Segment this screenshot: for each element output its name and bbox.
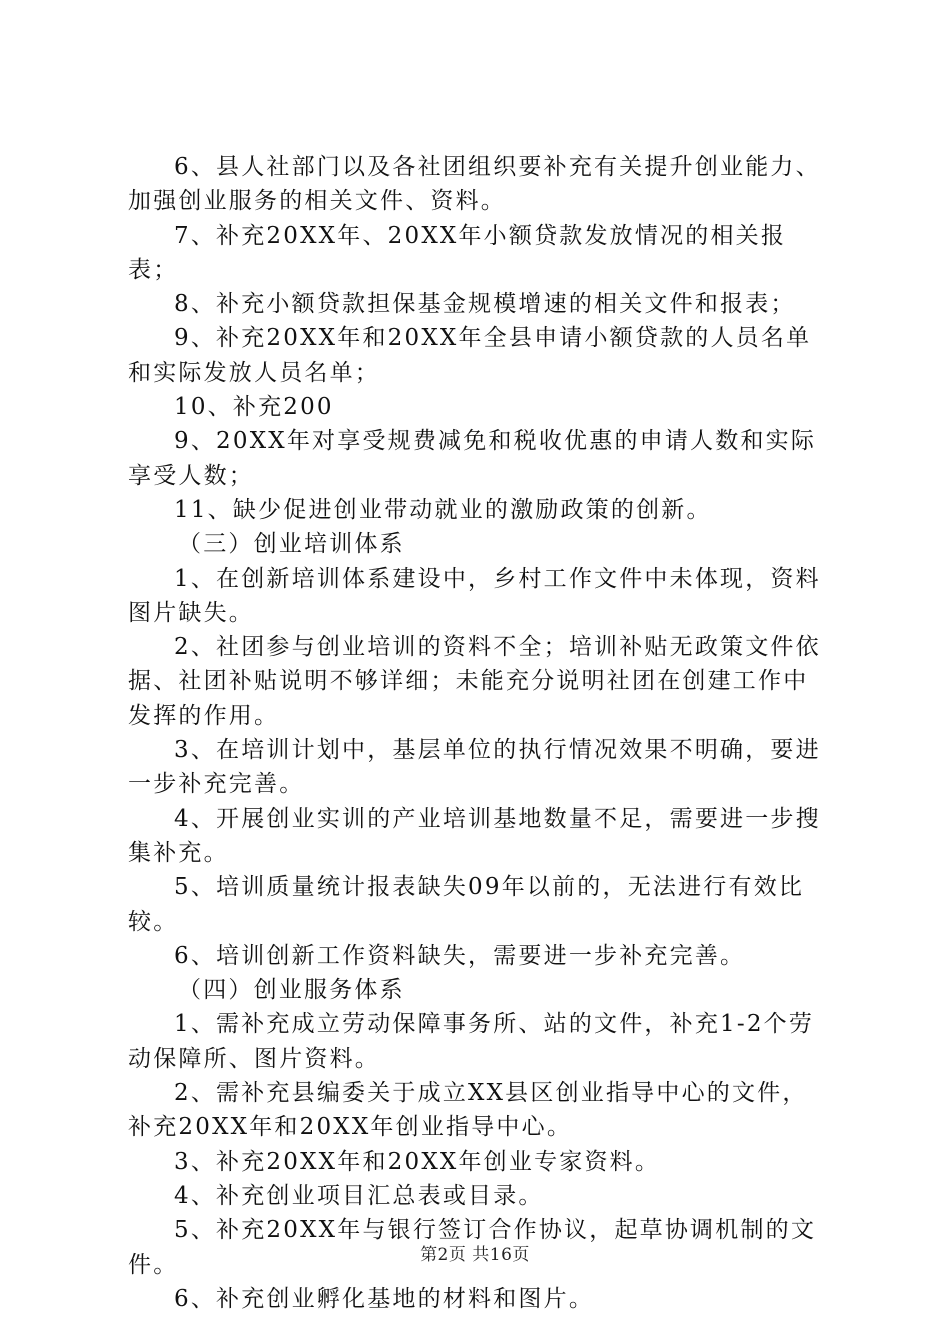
- paragraph-item-11-incentive-policy: 11、缺少促进创业带动就业的激励政策的创新。: [174, 496, 712, 523]
- paragraph-service-item-6: 6、补充创业孵化基地的材料和图片。: [174, 1285, 595, 1312]
- document-body: [128, 150, 830, 1316]
- paragraph-service-item-2: 2、需补充县编委关于成立XX县区创业指导中心的文件，补充20XX年和20XX年创业指导中心。: [128, 1080, 808, 1141]
- paragraph-item-7-loan-reports: 7、补充20XX年、20XX年小额贷款发放情况的相关报表；: [128, 222, 787, 283]
- paragraph-item-6-capability: 6、县人社部门以及各社团组织要补充有关提升创业能力、加强创业服务的相关文件、资料。: [128, 154, 821, 215]
- paragraph-training-item-6: 6、培训创新工作资料缺失，需要进一步补充完善。: [174, 942, 746, 969]
- paragraph-training-item-4: 4、开展创业实训的产业培训基地数量不足，需要进一步搜集补充。: [128, 805, 821, 866]
- paragraph-training-item-1: 1、在创新培训体系建设中，乡村工作文件中未体现，资料图片缺失。: [128, 565, 821, 626]
- section-heading-training-system: （三）创业培训体系: [178, 531, 405, 558]
- paragraph-item-9-applicant-list: 9、补充20XX年和20XX年全县申请小额贷款的人员名单和实际发放人员名单；: [128, 325, 812, 386]
- page-number-footer: 第2页 共16页: [420, 1245, 530, 1265]
- paragraph-training-item-3: 3、在培训计划中，基层单位的执行情况效果不明确，要进一步补充完善。: [128, 737, 821, 798]
- paragraph-service-item-1: 1、需补充成立劳动保障事务所、站的文件，补充1-2个劳动保障所、图片资料。: [128, 1011, 815, 1072]
- paragraph-training-item-5: 5、培训质量统计报表缺失09年以前的，无法进行有效比较。: [128, 874, 805, 935]
- paragraph-service-item-4: 4、补充创业项目汇总表或目录。: [174, 1182, 544, 1209]
- paragraph-service-item-3: 3、补充20XX年和20XX年创业专家资料。: [174, 1148, 661, 1175]
- paragraph-item-9-fee-reduction: 9、20XX年对享受规费减免和税收优惠的申请人数和实际享受人数；: [128, 428, 817, 489]
- paragraph-training-item-2: 2、社团参与创业培训的资料不全；培训补贴无政策文件依据、社团补贴说明不够详细；未能充分说明社团在创建工作中发挥的作用。: [128, 634, 821, 729]
- section-heading-service-system: （四）创业服务体系: [178, 977, 405, 1004]
- paragraph-item-8-guarantee-fund: 8、补充小额贷款担保基金规模增速的相关文件和报表；: [174, 291, 796, 318]
- paragraph-service-item-5: 5、补充20XX年与银行签订合作协议，起草协调机制的文件。: [128, 1217, 817, 1278]
- paragraph-item-10-supplement: 10、补充200: [174, 394, 334, 421]
